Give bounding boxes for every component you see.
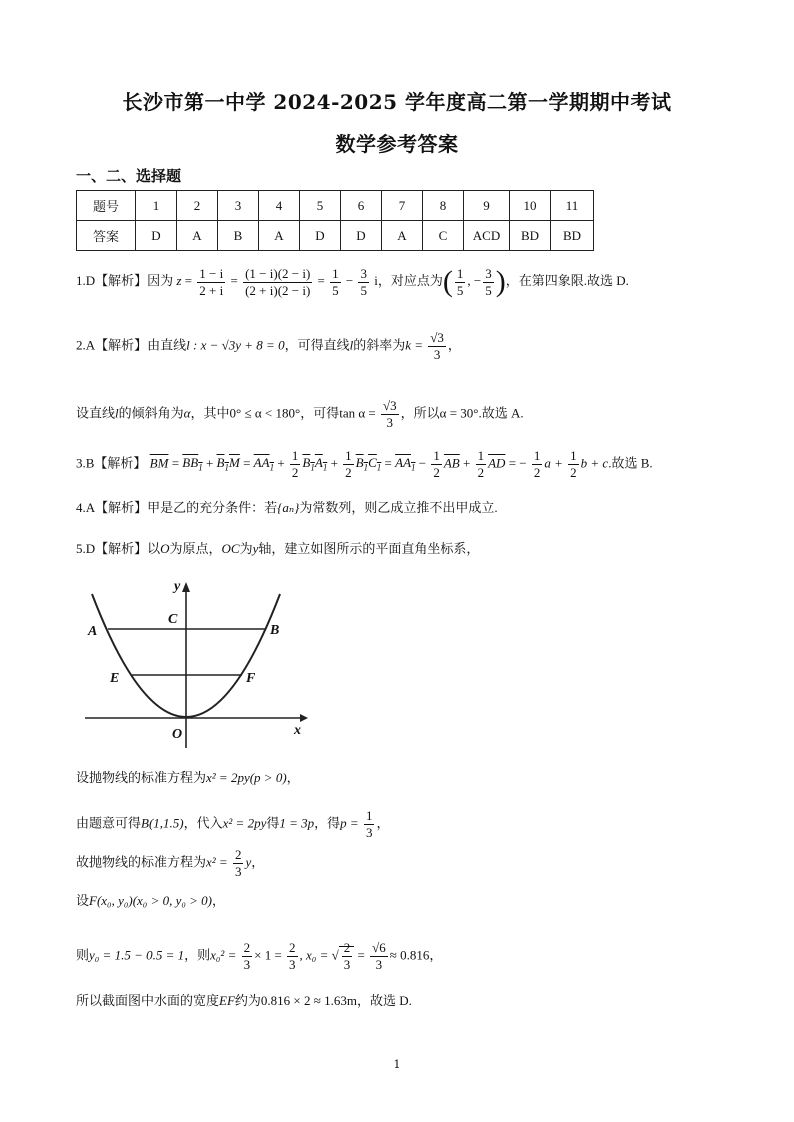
section-heading: 一、二、选择题: [76, 167, 182, 185]
solution-5-line3: 故抛物线的标准方程为x² = $\frac{2}{3}$ y，: [76, 847, 265, 879]
answer-table: [76, 190, 594, 251]
solution-5-line5: 则y₀ = 1.5 − 0.5 = 1，则x₀² = $\frac{2}{3}$ × 1 = $\frac{2}{3}$ , x₀ = √ $\frac{2}{3}$ = $\frac{√6}{3}$ ≈ 0.816，: [76, 940, 443, 972]
table-cell: A: [177, 221, 218, 251]
table-cell: BD: [510, 221, 551, 251]
table-cell: BD: [551, 221, 594, 251]
table-row: [77, 191, 594, 221]
table-cell: D: [300, 221, 341, 251]
table-cell: A: [259, 221, 300, 251]
table-cell: D: [136, 221, 177, 251]
page-subtitle: 数学参考答案: [335, 132, 459, 156]
solution-5-line6: 所以截面图中水面的宽度EF约为0.816 × 2 ≈ 1.63m，故选 D.: [76, 993, 412, 1008]
table-cell: 10: [510, 191, 551, 221]
table-cell: 2: [177, 191, 218, 221]
solution-5: 5.D【解析】以O为原点，OC为y轴，建立如图所示的平面直角坐标系，: [76, 541, 480, 556]
table-cell: 4: [259, 191, 300, 221]
label-c: C: [168, 612, 178, 627]
solution-2: 2.A【解析】由直线l : x − √3y + 8 = 0，可得直线l的斜率为k = $\frac{√3}{3}$ ，: [76, 330, 461, 362]
label-b: B: [270, 623, 280, 638]
table-cell: A: [382, 221, 423, 251]
label-e: E: [110, 671, 120, 686]
row-label: 题号: [77, 191, 136, 221]
label-y: y: [174, 579, 181, 594]
table-cell: D: [341, 221, 382, 251]
table-cell: 11: [551, 191, 594, 221]
solution-5-line4: 设F(x₀, y₀)(x₀ > 0, y₀ > 0)，: [76, 893, 225, 908]
label-a: A: [88, 624, 98, 639]
page-title: 长沙市第一中学 2024-2025 学年度高二第一学期期中考试: [122, 90, 672, 114]
row-label: 答案: [77, 221, 136, 251]
table-cell: 3: [218, 191, 259, 221]
solution-5-line2: 由题意可得B(1,1.5)，代入x² = 2py得1 = 3p，得p = $\frac{1}{3}$ ，: [76, 808, 390, 840]
table-cell: C: [423, 221, 464, 251]
label-o: O: [172, 727, 183, 742]
table-cell: B: [218, 221, 259, 251]
label-f: F: [246, 671, 256, 686]
table-cell: 8: [423, 191, 464, 221]
table-cell: 7: [382, 191, 423, 221]
table-cell: 9: [464, 191, 510, 221]
table-row: [77, 221, 594, 251]
parabola-figure: [80, 572, 310, 750]
solution-3: 3.B【解析】 $\overline{BM} = BB_1 + B_1M = AA_1$ + $\frac{1}{2}$ $B_1A_1$ + $\frac{1}{2}$ $B_1C_1 = AA_1$ − $\frac{1}{2}$ $\overline{AB}$ + $\frac{1}{2}$ $\overline{AD}$ = − $\frac{1}{2}$ a + $\frac{1}{2}$ b + c.故选 B.: [76, 448, 653, 480]
page-number: 1: [393, 1058, 401, 1071]
solution-5-line1: 设抛物线的标准方程为x² = 2py(p > 0)，: [76, 770, 300, 785]
table-cell: 5: [300, 191, 341, 221]
label-x: x: [294, 723, 301, 738]
solution-2-cont: 设直线l的倾斜角为α，其中0° ≤ α < 180°，可得tan α = $\frac{√3}{3}$ ，所以α = 30°.故选 A.: [76, 398, 524, 430]
solution-4: 4.A【解析】甲是乙的充分条件：若{aₙ}为常数列，则乙成立推不出甲成立.: [76, 500, 498, 515]
table-cell: 6: [341, 191, 382, 221]
table-cell: ACD: [464, 221, 510, 251]
table-cell: 1: [136, 191, 177, 221]
y-axis-arrow: [182, 582, 190, 592]
solution-1: 1.D【解析】因为 z = $\frac{1 - i}{2 + i}$ = $\frac{(1 - i)(2 - i)}{(2 + i)(2 - i)}$ = $\frac{1}{5}$ − $\frac{3}{5}$ i，对应点为( $\frac{1}{5}$ , − $\frac{3}{5}$ )，在第四象限.故选 D.: [76, 265, 629, 298]
x-axis-arrow: [300, 714, 308, 722]
